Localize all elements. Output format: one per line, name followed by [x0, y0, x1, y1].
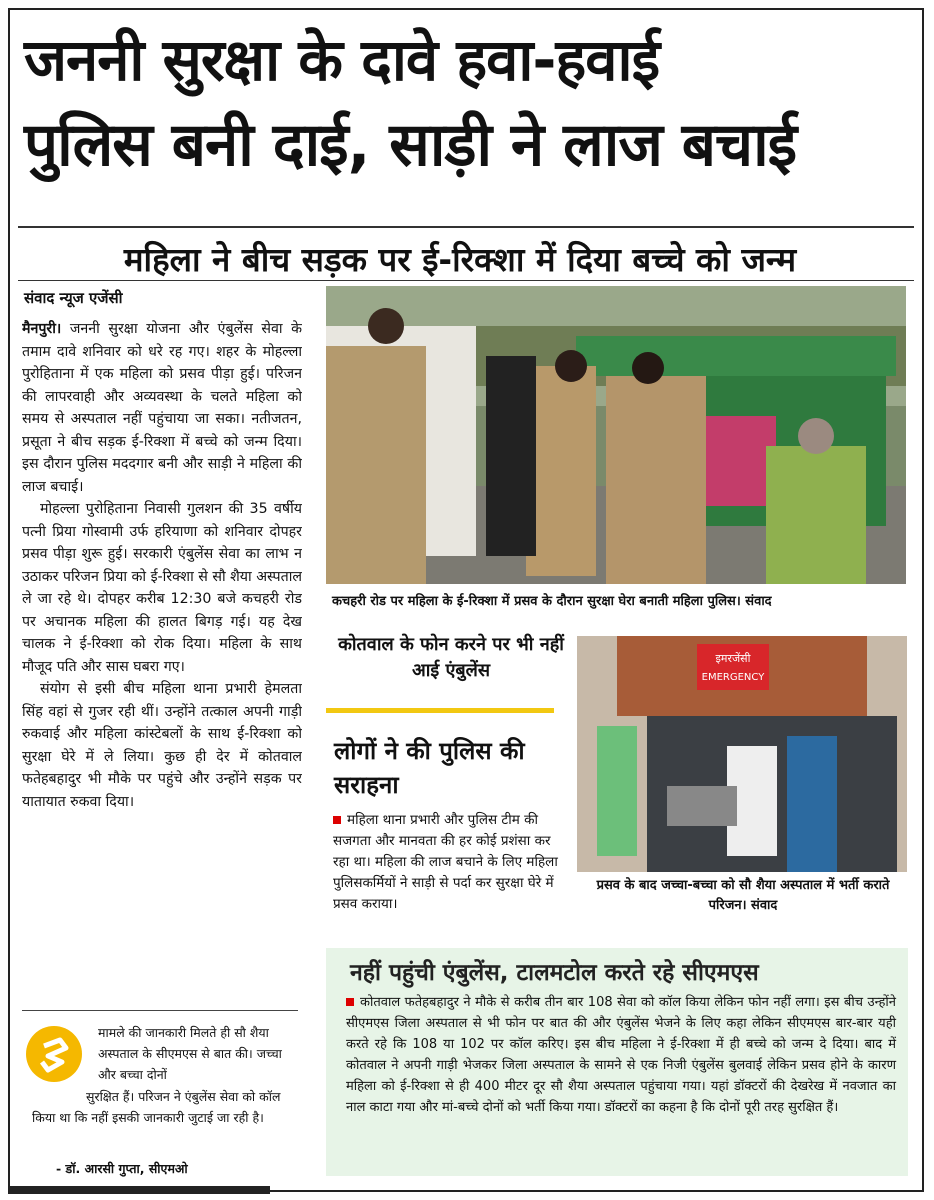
- story-paragraph-2: मोहल्ला पुरोहिताना निवासी गुलशन की 35 वर्षीय पत्नी प्रिया गोस्वामी उर्फ हरियाणा को शनिवार दोपहर प्रसव पीड़ा शुरू हुई। सरकारी एंबुलेंस सेवा का लाभ न उठाकर परिजन प्रिया को ई-रिक्शा से सौ शैया अस्पताल ले जा रहे थे। दोपहर करीब 12:30 बजे कचहरी रोड पर अचानक महिला की हालत बिगड़ गई। यह देख चालक ने ई-रिक्शा को रोक दिया। महिला के साथ मौजूद पति और सास घबरा गए।: [22, 501, 302, 675]
- quote-text-2: सुरक्षित हैं। परिजन ने एंबुलेंस सेवा को कॉल किया था कि नहीं इसकी जानकारी जुटाई जा रही है।: [32, 1089, 281, 1125]
- subhead-police-praise: लोगों ने की पुलिस की सराहना: [334, 737, 525, 799]
- box-body: कोतवाल फतेहबहादुर ने मौके से करीब तीन बार 108 सेवा को कॉल किया लेकिन फोन नहीं लगा। इस बीच उन्होंने सीएमएस जिला अस्पताल से भी फोन पर बात की और एंबुलेंस भेजने के लिए कहा लेकिन सीएमएस बार-बार यही करते रहे कि 108 या 102 पर कॉल करिए। इस बीच महिला ने ई-रिक्शा में ही बच्चे को जन्म दे दिया। बाद में कोतवाल ने अपनी गाड़ी भेजकर जिला अस्पताल के सामने से एक निजी एंबुलेंस बुलवाई लेकिन प्रसव होने के कारण महिला को ई-रिक्शा से ही 400 मीटर दूर सौ शैया अस्पताल पहुंचाया गया। यहां डॉक्टरों की देखरेख में नवजात का नाल काटा गया और मां-बच्चे दोनों को भर्ती किया गया। डॉक्टरों का कहना है कि दोनों पूरी तरह सुरक्षित हैं।: [346, 995, 896, 1115]
- photo-caption-1: कचहरी रोड पर महिला के ई-रिक्शा में प्रसव के दौरान सुरक्षा घेरा बनाती महिला पुलिस। संवाद: [332, 594, 772, 609]
- quote-divider: [22, 1010, 298, 1011]
- emergency-sign-english: EMERGENCY: [701, 672, 765, 683]
- photo-police-erickshaw: [326, 286, 906, 584]
- headline-line-2: पुलिस बनी दाई, साड़ी ने लाज बचाई: [24, 110, 797, 180]
- divider: [18, 226, 914, 228]
- emergency-sign-hindi: इमरजेंसी: [715, 652, 751, 665]
- story-text: जननी सुरक्षा योजना और एंबुलेंस सेवा के तमाम दावे शनिवार को धरे रह गए। शहर के मोहल्ला पुरोहिताना में एक महिला को प्रसव पीड़ा हुई। परिजन की लापरवाही और अव्यवस्था के चलते महिला को समय से अस्पताल नहीं पहुंचाया जा सका। नतीजतन, प्रसूता ने बीच सड़क ई-रिक्शा में बच्चे को जन्म दिया। इस दौरान पुलिस मददगार बनी और साड़ी ने महिला की लाज बचाई।: [22, 321, 302, 495]
- sidebar-text: [333, 810, 569, 915]
- story-paragraph-1: [22, 318, 302, 498]
- photo-caption-2: प्रसव के बाद जच्चा-बच्चा को सौ शैया अस्पताल में भर्ती कराते परिजन। संवाद: [596, 878, 890, 913]
- byline: संवाद न्यूज एजेंसी: [24, 289, 123, 307]
- divider: [18, 280, 914, 281]
- dateline: मैनपुरी।: [22, 321, 62, 337]
- box-title: नहीं पहुंची एंबुलेंस, टालमटोल करते रहे सीएमएस: [350, 960, 759, 986]
- quote-text-1: मामले की जानकारी मिलते ही सौ शैया अस्पताल के सीएमएस से बात की। जच्चा और बच्चा दोनों: [98, 1025, 282, 1082]
- box-text: [346, 992, 896, 1118]
- bullet-square-icon: [346, 998, 354, 1006]
- yellow-rule: [326, 708, 554, 713]
- quote-attribution: - डॉ. आरसी गुप्ता, सीएमओ: [56, 1161, 188, 1176]
- deck-headline: महिला ने बीच सड़क पर ई-रिक्शा में दिया बच्चे को जन्म: [123, 240, 797, 279]
- publication-logo-icon: [26, 1026, 82, 1082]
- photo-hospital-emergency: [577, 636, 907, 872]
- story-paragraph-3: संयोग से इसी बीच महिला थाना प्रभारी हेमलता सिंह वहां से गुजर रही थीं। उन्होंने तत्काल अपनी गाड़ी रुकवाई और महिला कांस्टेबलों के साथ ई-रिक्शा को सुरक्षा घेरे में ले लिया। कुछ ही देर में कोतवाल फतेहबहादुर भी मौके पर पहुंचे और उन्होंने सड़क पर यातायात रुकवा दिया।: [22, 681, 302, 810]
- main-story: [22, 318, 302, 1008]
- subhead-no-ambulance: कोतवाल के फोन करने पर भी नहीं आई एंबुलेंस: [338, 634, 564, 681]
- headline-line-1: जननी सुरक्षा के दावे हवा-हवाई: [24, 26, 660, 94]
- bottom-bar: [8, 1186, 270, 1194]
- sidebar-body: महिला थाना प्रभारी और पुलिस टीम की सजगता और मानवता की हर कोई प्रशंसा कर रहा था। महिला की लाज बचाने के लिए महिला पुलिसकर्मियों ने साड़ी से पर्दा कर सुरक्षा घेरे में प्रसव कराया।: [333, 812, 558, 912]
- bullet-square-icon: [333, 816, 341, 824]
